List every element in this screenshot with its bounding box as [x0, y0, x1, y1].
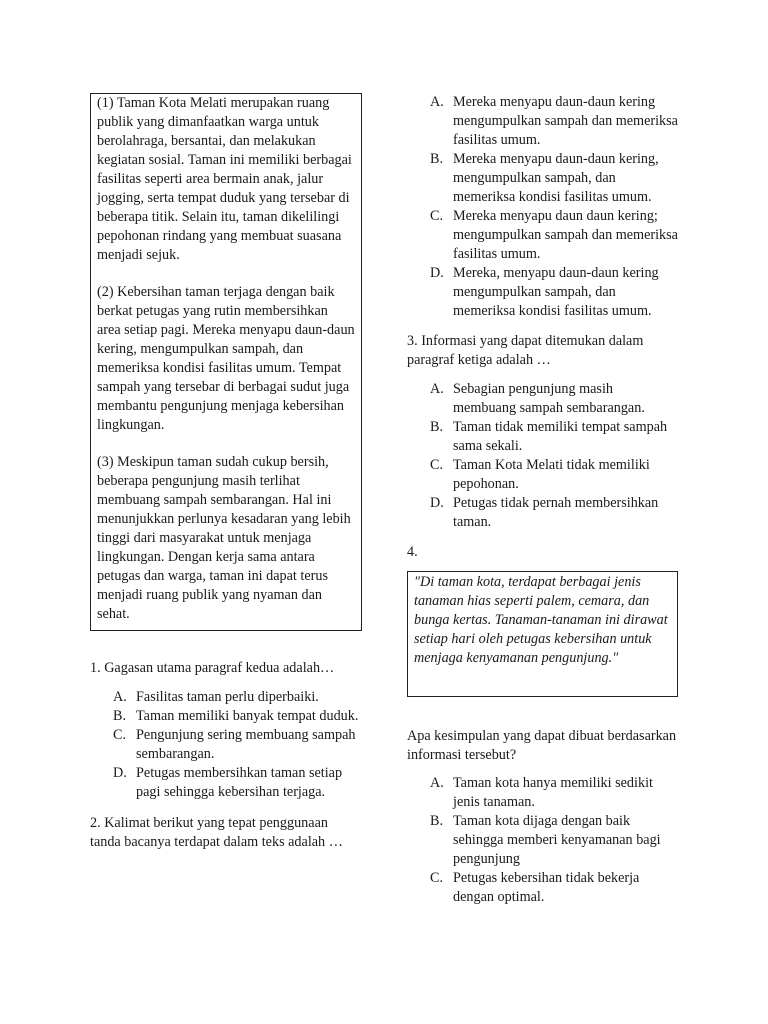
option-text: Mereka menyapu daun-daun kering, mengumpulkan sampah, dan memeriksa kondisi fasilitas umum. [453, 151, 659, 205]
option-letter: A. [430, 381, 444, 397]
passage-paragraph-3: (3) Meskipun taman sudah cukup bersih, beberapa pengunjung masih terlihat membuang sampah sembarangan. Hal ini menunjukkan perlunya kesadaran yang lebih tinggi dari masyarakat untuk menjaga lingkungan. Dengan kerja sama antara petugas dan warga, taman ini dapat terus menjadi ruang publik yang nyaman dan sehat. [97, 454, 351, 622]
option-letter: D. [430, 265, 444, 281]
question-3-option-b[interactable] [407, 418, 679, 456]
option-text: Sebagian pengunjung masih membuang sampah sembarangan. [453, 381, 645, 416]
question-3-option-a[interactable] [407, 380, 679, 418]
option-letter: C. [430, 457, 444, 473]
option-text: Taman Kota Melati tidak memiliki pepohonan. [453, 457, 650, 492]
reading-passage-box [90, 93, 362, 631]
question-1-option-c[interactable] [90, 726, 362, 764]
question-3-text: 3. Informasi yang dapat ditemukan dalam paragraf ketiga adalah … [407, 333, 644, 368]
option-text: Taman memiliki banyak tempat duduk. [136, 708, 359, 724]
question-2-options [407, 93, 679, 321]
question-4-number: 4. [407, 544, 418, 560]
question-2-option-a[interactable] [407, 93, 679, 150]
option-text: Mereka menyapu daun daun kering; mengumpulkan sampah dan memeriksa fasilitas umum. [453, 208, 678, 262]
option-letter: A. [430, 94, 444, 110]
question-1-text: 1. Gagasan utama paragraf kedua adalah… [90, 660, 335, 676]
question-4-text: Apa kesimpulan yang dapat dibuat berdasarkan informasi tersebut? [407, 728, 677, 763]
question-3-options [407, 380, 679, 532]
question-1-option-d[interactable] [90, 764, 362, 802]
question-1-options [90, 688, 362, 802]
option-letter: C. [430, 208, 444, 224]
option-letter: D. [430, 495, 444, 511]
question-3-option-c[interactable] [407, 456, 679, 494]
option-letter: B. [430, 813, 444, 829]
question-2-option-b[interactable] [407, 150, 679, 207]
question-1-option-a[interactable] [90, 688, 362, 707]
question-2-text: 2. Kalimat berikut yang tepat penggunaan tanda bacanya terdapat dalam teks adalah … [90, 815, 343, 850]
option-text: Petugas tidak pernah membersihkan taman. [453, 495, 659, 530]
option-letter: B. [430, 419, 444, 435]
right-column [407, 93, 679, 907]
option-letter: C. [113, 727, 127, 743]
question-4-quote-box [407, 571, 678, 697]
question-4-options [407, 774, 679, 907]
option-text: Pengunjung sering membuang sampah sembarangan. [136, 727, 356, 762]
option-letter: A. [430, 775, 444, 791]
question-4-option-b[interactable] [407, 812, 679, 869]
option-letter: B. [113, 708, 127, 724]
option-text: Mereka, menyapu daun-daun kering mengumpulkan sampah, dan memeriksa kondisi fasilitas umum. [453, 265, 659, 319]
option-letter: C. [430, 870, 444, 886]
question-2-option-c[interactable] [407, 207, 679, 264]
question-4-option-c[interactable] [407, 869, 679, 907]
option-letter: B. [430, 151, 444, 167]
option-text: Petugas kebersihan tidak bekerja dengan optimal. [453, 870, 640, 905]
question-3-option-d[interactable] [407, 494, 679, 532]
passage-paragraph-2: (2) Kebersihan taman terjaga dengan baik berkat petugas yang rutin membersihkan area setiap pagi. Mereka menyapu daun-daun kering, mengumpulkan sampah, dan memeriksa kondisi fasilitas umum. Tempat sampah yang tersebar di berbagai sudut juga membantu pengunjung menjaga kebersihan lingkungan. [97, 284, 355, 433]
option-text: Taman tidak memiliki tempat sampah sama sekali. [453, 419, 668, 454]
option-text: Mereka menyapu daun-daun kering mengumpulkan sampah dan memeriksa fasilitas umum. [453, 94, 678, 148]
option-text: Taman kota hanya memiliki sedikit jenis tanaman. [453, 775, 653, 810]
question-2-option-d[interactable] [407, 264, 679, 321]
question-4-option-a[interactable] [407, 774, 679, 812]
question-4-quote: "Di taman kota, terdapat berbagai jenis tanaman hias seperti palem, cemara, dan bunga kertas. Tanaman-tanaman ini dirawat setiap hari oleh petugas kebersihan untuk menjaga kenyamanan pengunjung." [414, 574, 668, 666]
option-text: Fasilitas taman perlu diperbaiki. [136, 689, 319, 705]
question-1-option-b[interactable] [90, 707, 362, 726]
option-letter: D. [113, 765, 127, 781]
option-text: Petugas membersihkan taman setiap pagi sehingga kebersihan terjaga. [136, 765, 343, 800]
passage-paragraph-1: (1) Taman Kota Melati merupakan ruang publik yang dimanfaatkan warga untuk berolahraga, bersantai, dan melakukan kegiatan sosial. Taman ini memiliki berbagai fasilitas seperti area bermain anak, jalur jogging, serta tempat duduk yang tersebar di beberapa titik. Selain itu, taman dikelilingi pepohonan rindang yang membuat suasana menjadi sejuk. [97, 95, 352, 263]
left-column [90, 93, 362, 852]
option-letter: A. [113, 689, 127, 705]
option-text: Taman kota dijaga dengan baik sehingga memberi kenyamanan bagi pengunjung [453, 813, 661, 867]
